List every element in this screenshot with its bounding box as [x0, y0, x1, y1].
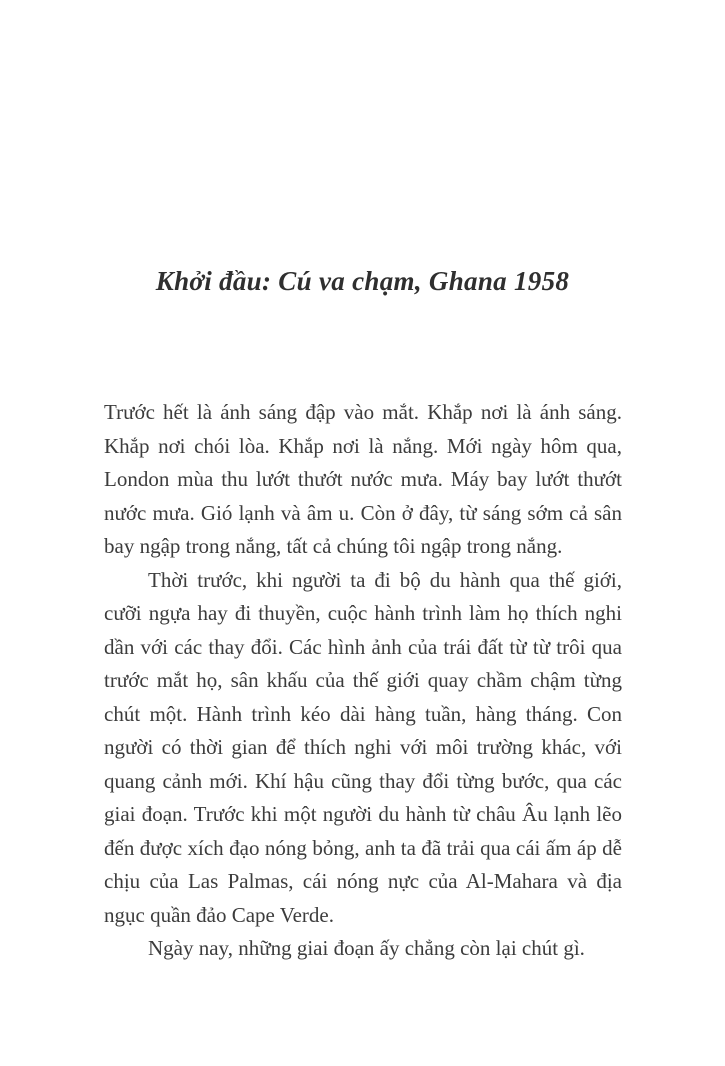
chapter-body — [104, 396, 622, 966]
paragraph: Ngày nay, những giai đoạn ấy chẳng còn lại chút gì. — [148, 936, 585, 960]
chapter-title: Khởi đầu: Cú va chạm, Ghana 1958 — [155, 266, 570, 296]
paragraph: Trước hết là ánh sáng đập vào mắt. Khắp nơi là ánh sáng. Khắp nơi chói lòa. Khắp nơi là nắng. Mới ngày hôm qua, London mùa thu lướt thướt nước mưa. Máy bay lướt thướt nước mưa. Gió lạnh và âm u. Còn ở đây, từ sáng sớm cả sân bay ngập trong nắng, tất cả chúng tôi ngập trong nắng. — [104, 400, 622, 558]
paragraph: Thời trước, khi người ta đi bộ du hành qua thế giới, cưỡi ngựa hay đi thuyền, cuộc hành trình làm họ thích nghi dần với các thay đổi. Các hình ảnh của trái đất từ từ trôi qua trước mắt họ, sân khấu của thế giới quay chầm chậm từng chút một. Hành trình kéo dài hàng tuần, hàng tháng. Con người có thời gian để thích nghi với môi trường khác, với quang cảnh mới. Khí hậu cũng thay đổi từng bước, qua các giai đoạn. Trước khi một người du hành từ châu Âu lạnh lẽo đến được xích đạo nóng bỏng, anh ta đã trải qua cái ấm áp dễ chịu của Las Palmas, cái nóng nực của Al-Mahara và địa ngục quần đảo Cape Verde. — [104, 567, 622, 927]
